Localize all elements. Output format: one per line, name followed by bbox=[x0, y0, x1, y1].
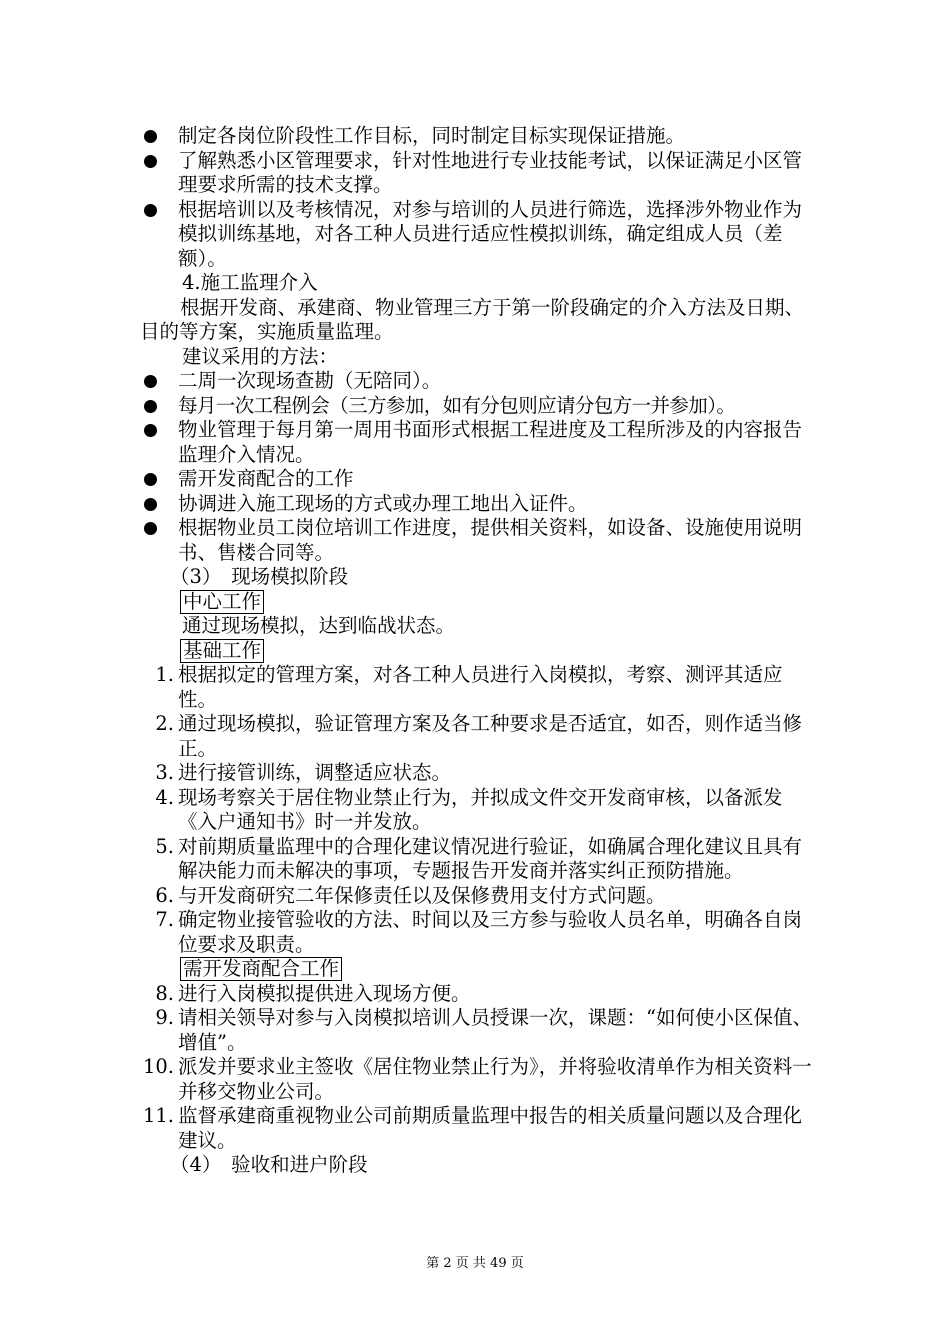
item-number: 1. bbox=[155, 663, 174, 686]
bullet-item: 了解熟悉小区管理要求，针对性地进行专业技能考试，以保证满足小区管理要求所需的技术支撑。 bbox=[140, 149, 820, 198]
basic-work-box bbox=[140, 639, 820, 664]
bullet-item: 物业管理于每月第一周用书面形式根据工程进度及工程所涉及的内容报告监理介入情况。 bbox=[140, 418, 820, 467]
item-text: 根据拟定的管理方案，对各工种人员进行入岗模拟，考察、测评其适应性。 bbox=[178, 663, 783, 711]
bullet-dot-icon bbox=[144, 424, 157, 437]
item-number: 10. bbox=[142, 1055, 174, 1078]
bullet-item: 每月一次工程例会（三方参加，如有分包则应请分包方一并参加）。 bbox=[140, 394, 820, 419]
bullet-dot-icon bbox=[144, 375, 157, 388]
bullet-dot-icon bbox=[144, 400, 157, 413]
stage-heading: （4） 验收和进户阶段 bbox=[170, 1153, 368, 1176]
stage-heading: （3） 现场模拟阶段 bbox=[170, 565, 349, 588]
bullet-dot-icon bbox=[144, 473, 157, 486]
numbered-item bbox=[140, 1104, 820, 1153]
bullet-item: 二周一次现场查勘（无陪同）。 bbox=[140, 369, 820, 394]
center-work-label: 中心工作 bbox=[180, 590, 264, 614]
numbered-item bbox=[140, 1055, 820, 1104]
numbered-item bbox=[140, 908, 820, 957]
bullet-dot-icon bbox=[144, 204, 157, 217]
numbered-item bbox=[140, 663, 820, 712]
numbered-item bbox=[140, 761, 820, 786]
numbered-item bbox=[140, 786, 820, 835]
item-text: 通过现场模拟，验证管理方案及各工种要求是否适宜，如否，则作适当修正。 bbox=[178, 712, 803, 760]
dev-coop-label: 需开发商配合工作 bbox=[180, 957, 342, 981]
item-text: 确定物业接管验收的方法、时间以及三方参与验收人员名单，明确各自岗位要求及职责。 bbox=[178, 908, 803, 956]
center-work-text: 通过现场模拟，达到临战状态。 bbox=[182, 614, 456, 637]
item-text: 与开发商研究二年保修责任以及保修费用支付方式问题。 bbox=[178, 883, 666, 907]
bullet-dot-icon bbox=[144, 498, 157, 511]
center-work-box bbox=[140, 590, 820, 615]
numbered-item bbox=[140, 712, 820, 761]
item-number: 9. bbox=[155, 1006, 174, 1029]
numbered-item bbox=[140, 835, 820, 884]
dev-coop-box bbox=[140, 957, 820, 982]
section-paragraph: 根据开发商、承建商、物业管理三方于第一阶段确定的介入方法及日期、目的等方案，实施质量监理。 bbox=[140, 295, 805, 343]
bullet-dot-icon bbox=[144, 130, 157, 143]
item-number: 7. bbox=[155, 908, 174, 931]
item-number: 5. bbox=[155, 834, 174, 858]
bullet-item: 需开发商配合的工作 bbox=[140, 467, 820, 492]
item-text: 派发并要求业主签收《居住物业禁止行为》，并将验收清单作为相关资料一并移交物业公司。 bbox=[178, 1055, 812, 1103]
item-number: 2. bbox=[155, 712, 174, 735]
bullet-item: 协调进入施工现场的方式或办理工地出入证件。 bbox=[140, 492, 820, 517]
item-number: 8. bbox=[155, 981, 174, 1005]
item-text: 监督承建商重视物业公司前期质量监理中报告的相关质量问题以及合理化建议。 bbox=[178, 1104, 803, 1152]
section-heading: 4.施工监理介入 bbox=[182, 271, 318, 294]
bullet-item: 根据物业员工岗位培训工作进度，提供相关资料，如设备、设施使用说明书、售楼合同等。 bbox=[140, 516, 820, 565]
basic-work-label: 基础工作 bbox=[180, 639, 264, 663]
method-heading: 建议采用的方法： bbox=[182, 344, 339, 368]
bullet-item: 制定各岗位阶段性工作目标，同时制定目标实现保证措施。 bbox=[140, 124, 820, 149]
page-footer: 第 2 页 共 49 页 bbox=[426, 1256, 524, 1271]
item-text: 进行接管训练，调整适应状态。 bbox=[178, 761, 452, 784]
numbered-item bbox=[140, 982, 820, 1007]
bullet-dot-icon bbox=[144, 522, 157, 535]
item-text: 进行入岗模拟提供进入现场方便。 bbox=[178, 981, 471, 1005]
item-number: 4. bbox=[155, 785, 174, 809]
numbered-item bbox=[140, 884, 820, 909]
document-body bbox=[140, 124, 820, 1178]
item-number: 6. bbox=[155, 883, 174, 907]
item-number: 3. bbox=[155, 761, 174, 784]
numbered-item bbox=[140, 1006, 820, 1055]
item-text: 对前期质量监理中的合理化建议情况进行验证，如确属合理化建议且具有解决能力而未解决的事项，专题报告开发商并落实纠正预防措施。 bbox=[178, 834, 803, 882]
bullet-item: 根据培训以及考核情况，对参与培训的人员进行筛选，选择涉外物业作为模拟训练基地，对各工种人员进行适应性模拟训练，确定组成人员（差额）。 bbox=[140, 198, 820, 272]
item-text: 现场考察关于居住物业禁止行为，并拟成文件交开发商审核，以备派发《入户通知书》时一并发放。 bbox=[178, 785, 783, 833]
bullet-dot-icon bbox=[144, 155, 157, 168]
item-number: 11. bbox=[142, 1104, 174, 1127]
item-text: 请相关领导对参与入岗模拟培训人员授课一次，课题：“如何使小区保值、增值”。 bbox=[178, 1006, 812, 1054]
